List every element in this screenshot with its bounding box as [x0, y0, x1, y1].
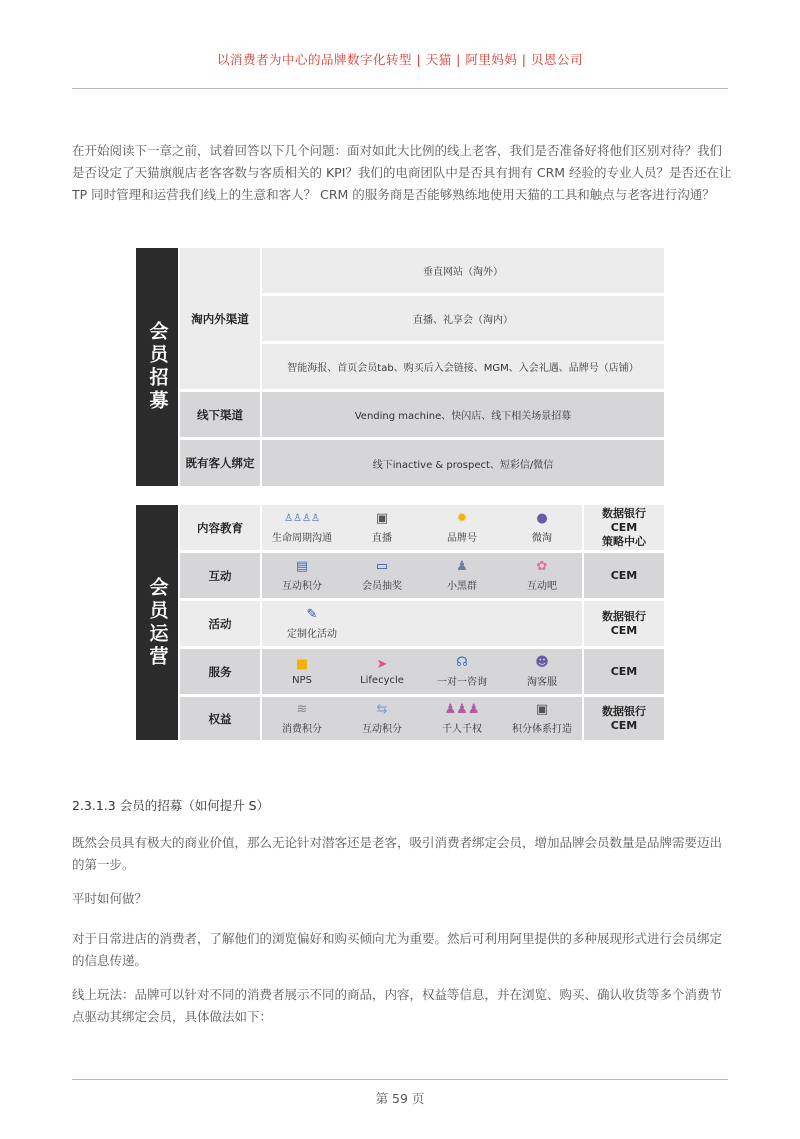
platform-tools: 数据银行 CEM: [584, 697, 664, 740]
intro-paragraph: 在开始阅读下一章之前，试着回答以下几个问题：面对如此大比例的线上老客，我们是否准备好将他们区别对待？我们是否设定了天猫旗舰店老客客数与客质相关的 KPI？我们的电商团队中是否具有拥有 CRM 经验的专业人员？是否还在让 TP 同时管理和运营我们线上的生意和客人？ CRM 的服务商是否能够熟练地使用天猫的工具和触点与老客进行沟通？: [72, 143, 732, 202]
points-card-icon: ▤: [295, 559, 309, 574]
page-number: 第 59 页: [375, 1091, 425, 1106]
tool-item: ▣ 直播: [372, 511, 392, 544]
tool-item: ● 微淘: [532, 511, 552, 544]
category-content-education: 内容教育: [180, 505, 260, 550]
channel-item: 智能海报、首页会员tab、购买后入会链接、MGM、入会礼遇、品牌号（店铺）: [262, 344, 664, 389]
body-paragraph: 线上玩法：品牌可以针对不同的消费者展示不同的商品，内容，权益等信息，并在浏览、购买、确认收货等多个消费节点驱动其绑定会员，具体做法如下：: [72, 987, 723, 1024]
people-lineup-icon: ♙♙♙♙: [284, 512, 320, 524]
tool-item: ♟ 小黑群: [447, 559, 477, 592]
tool-item: ➤ Lifecycle: [360, 657, 404, 686]
platform-tools: 数据银行 CEM 策略中心: [584, 505, 664, 550]
category-offline-channels: 线下渠道: [180, 392, 260, 437]
platform-tools: CEM: [584, 649, 664, 694]
operation-sidebar: [136, 505, 178, 740]
tool-item: ✎ 定制化活动: [287, 607, 337, 640]
exchange-icon: ⇆: [376, 702, 388, 717]
agent-icon: ☻: [535, 655, 549, 670]
tool-item: ♟♟♟ 千人千权: [442, 702, 482, 735]
tool-item: ✹ 品牌号: [447, 511, 477, 544]
monitor-icon: ▣: [535, 702, 549, 717]
channel-item: 线下inactive & prospect、短彩信/微信: [262, 440, 664, 486]
category-online-channels: 淘内外渠道: [180, 248, 260, 389]
body-paragraph: 平时如何做？: [72, 891, 148, 906]
thumbs-up-icon: ■: [295, 657, 309, 672]
crowd-icon: ♟♟♟: [444, 702, 480, 717]
category-existing-customers: 既有客人绑定: [180, 440, 260, 486]
operation-sidebar-label: 会员运营: [146, 576, 169, 669]
operation-diagram: [136, 505, 664, 740]
category-events: 活动: [180, 601, 260, 646]
tools-row: [262, 505, 582, 550]
recruitment-diagram: [136, 248, 664, 486]
tool-item: ≋ 消费积分: [282, 702, 322, 735]
category-interaction: 互动: [180, 553, 260, 598]
headset-icon: ☊: [456, 655, 468, 670]
chat-bubble-icon: ●: [536, 511, 548, 526]
coins-icon: ≋: [296, 702, 308, 717]
group-icon: ♟: [456, 559, 468, 574]
tool-item: ▭ 会员抽奖: [362, 559, 402, 592]
pin-icon: ✎: [306, 607, 318, 622]
tool-item: ✿ 互动吧: [527, 559, 557, 592]
tools-row: [262, 649, 582, 694]
channel-item: Vending machine、快闪店、线下相关场景招募: [262, 392, 664, 437]
sun-icon: ✹: [456, 511, 468, 526]
platform-tools: CEM: [584, 553, 664, 598]
tools-row: [262, 697, 582, 740]
lottery-ticket-icon: ▭: [375, 559, 389, 574]
recruitment-sidebar: [136, 248, 178, 486]
tool-item: ■ NPS: [292, 657, 312, 686]
tools-row: [262, 601, 582, 646]
send-icon: ➤: [376, 657, 388, 672]
tools-row: [262, 553, 582, 598]
section-heading: 2.3.1.3 会员的招募（如何提升 S）: [72, 798, 270, 813]
live-stream-icon: ▣: [375, 511, 389, 526]
platform-tools: 数据银行 CEM: [584, 601, 664, 646]
footer-divider: [72, 1079, 728, 1080]
flower-icon: ✿: [536, 559, 548, 574]
category-service: 服务: [180, 649, 260, 694]
category-benefits: 权益: [180, 697, 260, 740]
body-paragraph: 对于日常进店的消费者，了解他们的浏览偏好和购买倾向尤为重要。然后可利用阿里提供的多种展现形式进行会员绑定的信息传递。: [72, 931, 723, 968]
body-paragraph: 既然会员具有极大的商业价值，那么无论针对潜客还是老客，吸引消费者绑定会员，增加品牌会员数量是品牌需要迈出的第一步。: [72, 835, 723, 872]
recruitment-sidebar-label: 会员招募: [146, 321, 169, 413]
tool-item: ☊ 一对一咨询: [437, 655, 487, 688]
header-divider: [72, 88, 728, 89]
tool-item: ♙♙♙♙ 生命周期沟通: [272, 512, 332, 544]
header-title: 以消费者为中心的品牌数字化转型 | 天猫 | 阿里妈妈 | 贝恩公司: [217, 52, 583, 67]
channel-item: 垂直网站（淘外）: [262, 248, 664, 293]
channel-item: 直播、礼享会（淘内）: [262, 296, 664, 341]
tool-item: ▤ 互动积分: [282, 559, 322, 592]
tool-item: ⇆ 互动积分: [362, 702, 402, 735]
tool-item: ▣ 积分体系打造: [512, 702, 572, 735]
tool-item: ☻ 淘客服: [527, 655, 557, 688]
